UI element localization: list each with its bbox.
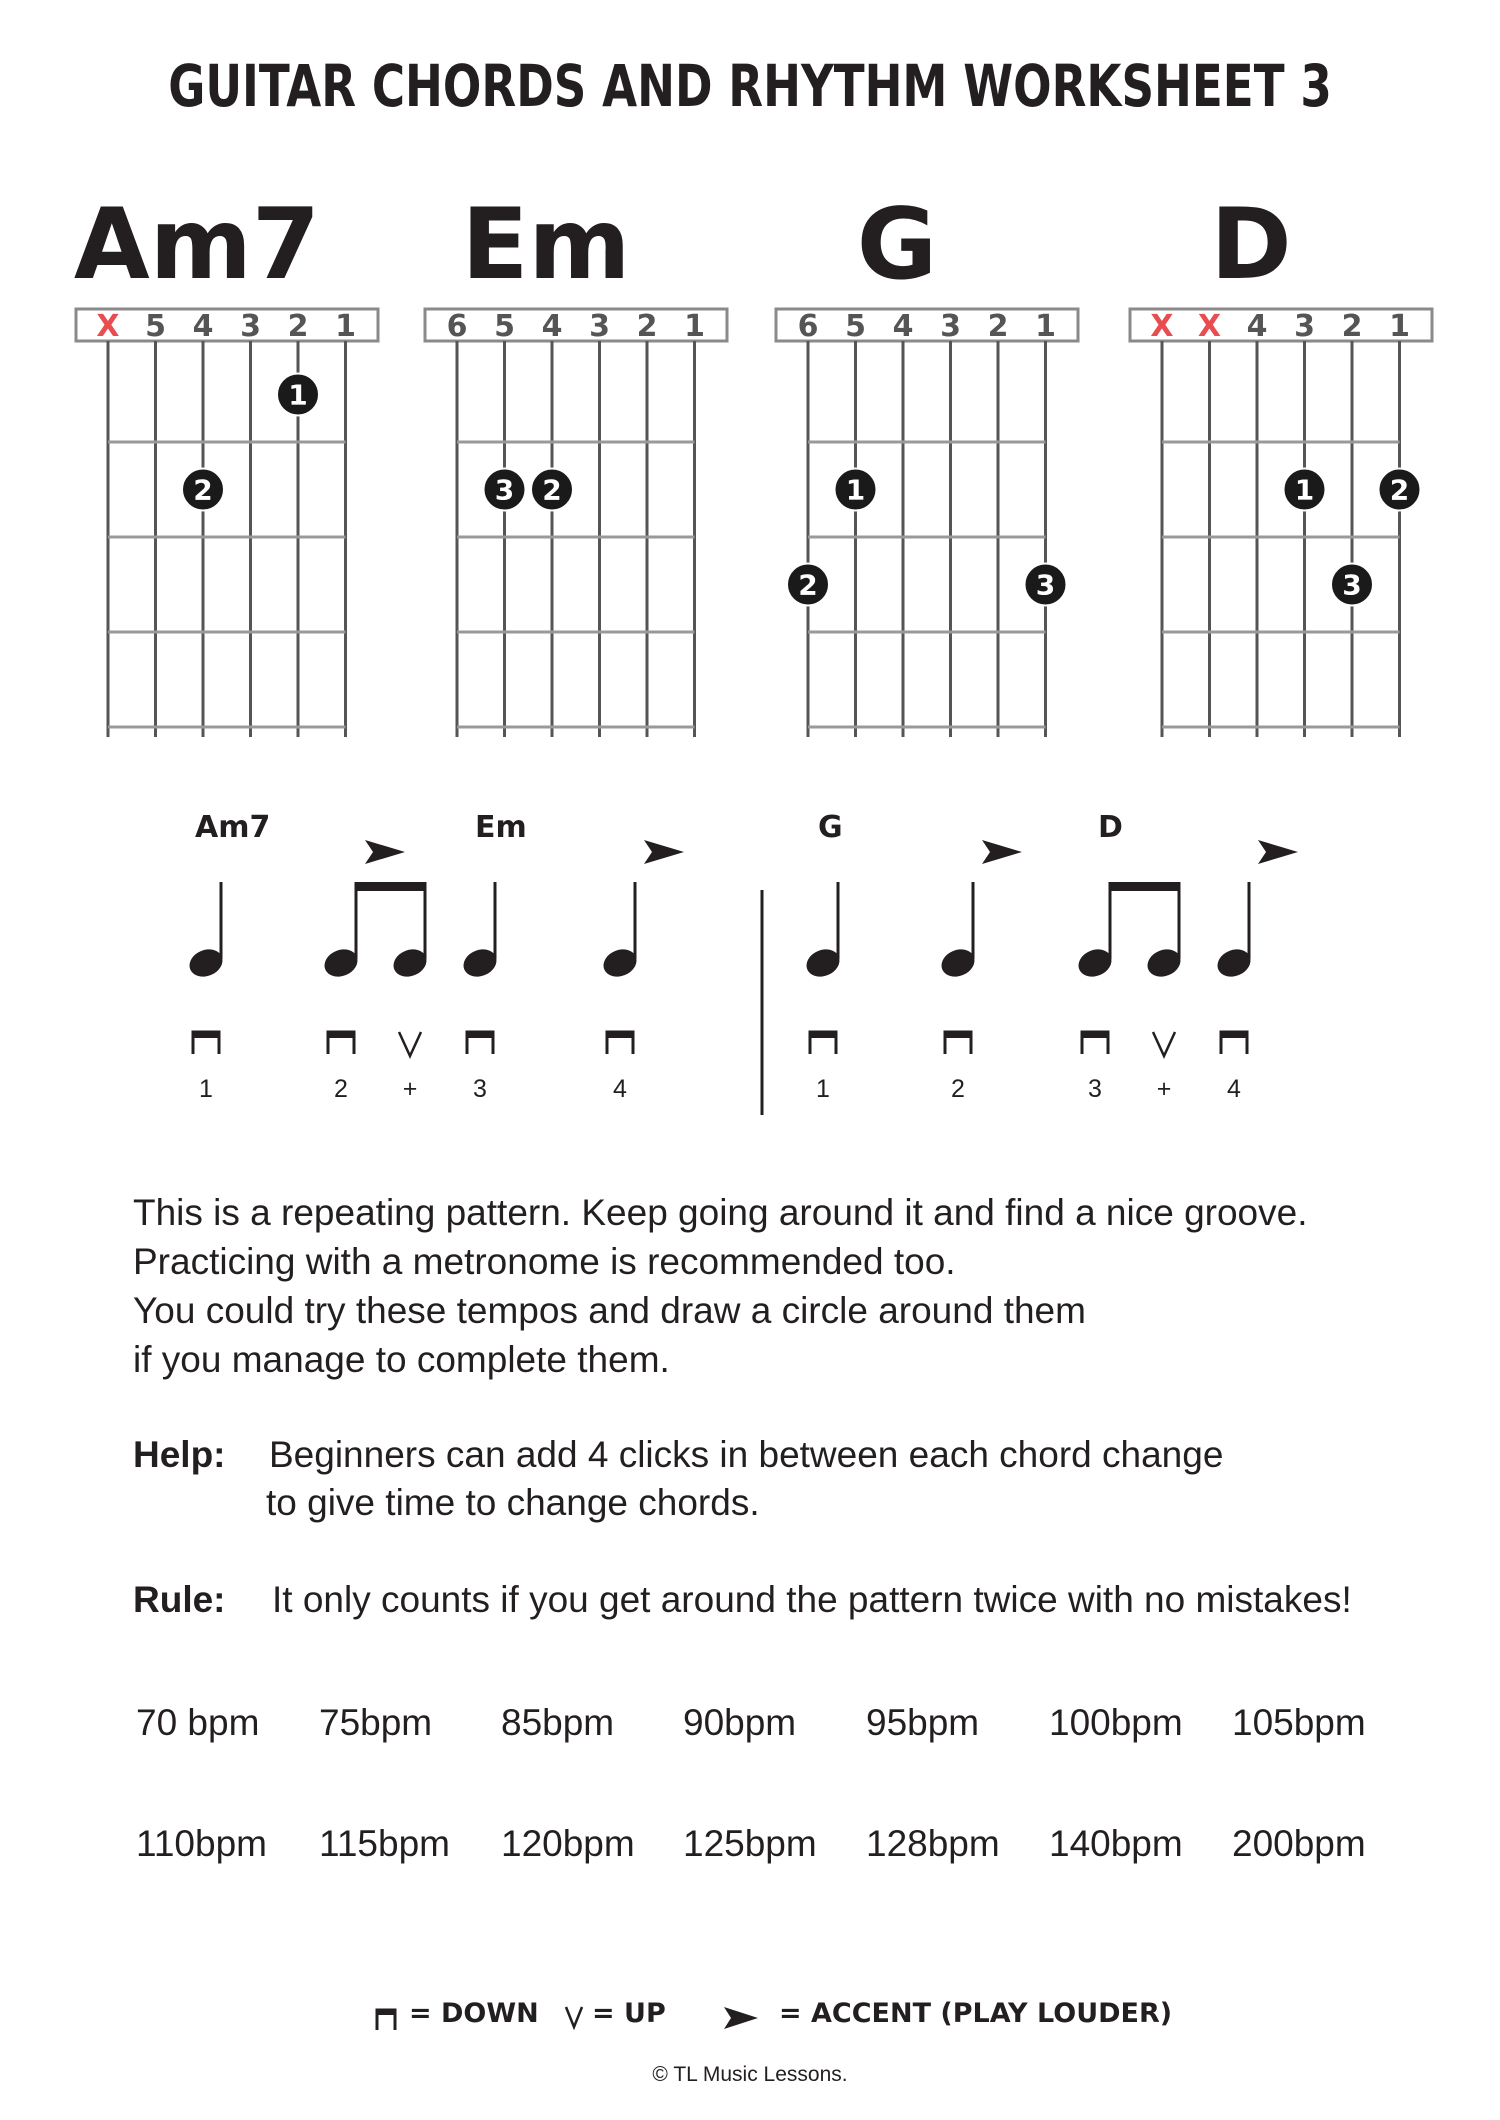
beam xyxy=(355,882,426,891)
chord-chart xyxy=(772,305,1082,745)
svg-text:2: 2 xyxy=(1389,473,1410,507)
rhythm-staff xyxy=(130,800,1330,1130)
beat-count: 3 xyxy=(1088,1075,1102,1103)
chord-diagram-am7 xyxy=(72,188,382,755)
chord-name: Em xyxy=(461,188,631,302)
downstroke-symbol xyxy=(467,1031,493,1054)
string-number: 4 xyxy=(892,309,914,344)
string-number: 3 xyxy=(1294,309,1315,344)
svg-text:2: 2 xyxy=(798,568,818,602)
tempo-option: 125bpm xyxy=(683,1823,817,1864)
string-number: 5 xyxy=(145,309,166,344)
copyright: © TL Music Lessons. xyxy=(652,2063,848,2086)
finger-dot xyxy=(835,469,877,511)
finger-dot xyxy=(531,469,573,511)
string-number: 2 xyxy=(287,309,309,344)
string-number: 1 xyxy=(335,309,356,344)
tempo-option: 110bpm xyxy=(136,1823,267,1864)
accent-mark xyxy=(365,840,405,864)
svg-text:1: 1 xyxy=(845,473,866,507)
string-number: 3 xyxy=(240,309,261,344)
help-text-line: Beginners can add 4 clicks in between each chord change xyxy=(269,1434,1224,1475)
beat-count: 1 xyxy=(816,1075,830,1103)
rhythm-chord-label: G xyxy=(818,810,843,845)
beat-count: 4 xyxy=(613,1075,627,1103)
string-header xyxy=(1130,309,1432,341)
beat-count: 4 xyxy=(1227,1075,1241,1103)
string-number: 2 xyxy=(987,309,1009,344)
chord-diagram-d xyxy=(1126,188,1436,755)
tempo-option: 105bpm xyxy=(1232,1702,1366,1743)
rhythm-chord-label: Em xyxy=(475,810,527,845)
accent-icon xyxy=(722,2005,760,2031)
tempo-option: 128bpm xyxy=(866,1823,1000,1864)
downstroke-icon xyxy=(375,2006,397,2032)
legend-up-text: = UP xyxy=(592,1998,666,2029)
svg-text:2: 2 xyxy=(193,473,213,507)
svg-text:3: 3 xyxy=(1342,568,1362,602)
beam xyxy=(1109,882,1180,891)
instructions xyxy=(133,1188,1308,1384)
beat-count: + xyxy=(1156,1075,1172,1103)
string-number: 2 xyxy=(636,309,658,344)
downstroke-symbol xyxy=(1082,1031,1108,1054)
muted-string-marker: X xyxy=(1150,309,1174,344)
downstroke-symbol xyxy=(328,1031,354,1054)
beat-count: 3 xyxy=(473,1075,487,1103)
string-number: 4 xyxy=(541,309,563,344)
rule-label: Rule: xyxy=(133,1579,226,1620)
instruction-line: Practicing with a metronome is recommended too. xyxy=(133,1241,956,1282)
string-number: 2 xyxy=(1341,309,1363,344)
tempo-option: 140bpm xyxy=(1049,1823,1183,1864)
rhythm-chord-label: D xyxy=(1098,810,1123,845)
string-number: 3 xyxy=(940,309,961,344)
beat-count: 2 xyxy=(951,1075,965,1103)
chord-name: Am7 xyxy=(73,188,321,302)
tempo-option: 115bpm xyxy=(319,1823,450,1864)
upstroke-icon xyxy=(563,2004,585,2030)
string-number: 6 xyxy=(446,309,468,344)
svg-text:1: 1 xyxy=(1294,473,1315,507)
tempo-option: 95bpm xyxy=(866,1702,980,1743)
chord-diagram-em xyxy=(421,188,731,755)
downstroke-symbol xyxy=(1221,1031,1247,1054)
string-header xyxy=(425,309,727,341)
finger-dot xyxy=(1025,564,1067,606)
upstroke-symbol xyxy=(399,1032,421,1056)
finger-dot xyxy=(1379,469,1421,511)
help-label: Help: xyxy=(133,1434,226,1475)
string-number: 3 xyxy=(589,309,610,344)
upstroke-symbol xyxy=(1153,1032,1175,1056)
chord-diagram-g xyxy=(772,188,1082,755)
svg-text:2: 2 xyxy=(542,473,562,507)
string-number: 5 xyxy=(845,309,866,344)
page-title: GUITAR CHORDS AND RHYTHM WORKSHEET 3 xyxy=(168,52,1332,120)
instruction-line: This is a repeating pattern. Keep going around it and find a nice groove. xyxy=(133,1192,1308,1233)
svg-text:3: 3 xyxy=(1035,568,1056,602)
beat-count: + xyxy=(402,1075,418,1103)
string-number: 1 xyxy=(684,309,705,344)
legend-accent-text: = ACCENT (PLAY LOUDER) xyxy=(779,1998,1173,2029)
instruction-line: if you manage to complete them. xyxy=(133,1339,670,1380)
chord-chart xyxy=(72,305,382,745)
beat-count: 1 xyxy=(199,1075,213,1103)
accent-mark xyxy=(644,840,684,864)
tempo-option: 85bpm xyxy=(501,1702,615,1743)
string-number: 6 xyxy=(797,309,819,344)
string-number: 1 xyxy=(1035,309,1056,344)
svg-text:1: 1 xyxy=(288,378,308,412)
svg-text:3: 3 xyxy=(494,473,515,507)
tempo-option: 75bpm xyxy=(319,1702,433,1743)
chord-chart xyxy=(1126,305,1436,745)
muted-string-marker: X xyxy=(96,309,120,344)
help-text-line: to give time to change chords. xyxy=(266,1482,760,1523)
rhythm-chord-label: Am7 xyxy=(195,810,271,845)
downstroke-symbol xyxy=(607,1031,633,1054)
tempo-option: 200bpm xyxy=(1232,1823,1366,1864)
accent-mark xyxy=(1258,840,1298,864)
beat-count: 2 xyxy=(334,1075,348,1103)
string-header xyxy=(776,309,1078,341)
tempo-option: 120bpm xyxy=(501,1823,635,1864)
accent-mark xyxy=(982,840,1022,864)
legend-down-text: = DOWN xyxy=(409,1998,539,2029)
finger-dot xyxy=(787,564,829,606)
muted-string-marker: X xyxy=(1197,309,1222,344)
rule-text: It only counts if you get around the pattern twice with no mistakes! xyxy=(272,1579,1352,1620)
string-number: 5 xyxy=(494,309,515,344)
string-number: 1 xyxy=(1389,309,1410,344)
string-number: 4 xyxy=(192,309,214,344)
tempo-option: 70 bpm xyxy=(136,1702,260,1743)
finger-dot xyxy=(182,469,224,511)
finger-dot xyxy=(484,469,526,511)
string-header xyxy=(76,309,378,341)
finger-dot xyxy=(277,374,319,416)
downstroke-symbol xyxy=(193,1031,219,1054)
instruction-line: You could try these tempos and draw a circle around them xyxy=(133,1290,1086,1331)
chord-chart xyxy=(421,305,731,745)
tempo-option: 90bpm xyxy=(683,1702,797,1743)
finger-dot xyxy=(1331,564,1373,606)
downstroke-symbol xyxy=(810,1031,836,1054)
downstroke-symbol xyxy=(945,1031,971,1054)
chord-name: D xyxy=(1210,188,1292,302)
legend xyxy=(0,1998,1500,2038)
tempo-option: 100bpm xyxy=(1049,1702,1183,1743)
finger-dot xyxy=(1284,469,1326,511)
chord-name: G xyxy=(856,188,938,302)
string-number: 4 xyxy=(1246,309,1268,344)
